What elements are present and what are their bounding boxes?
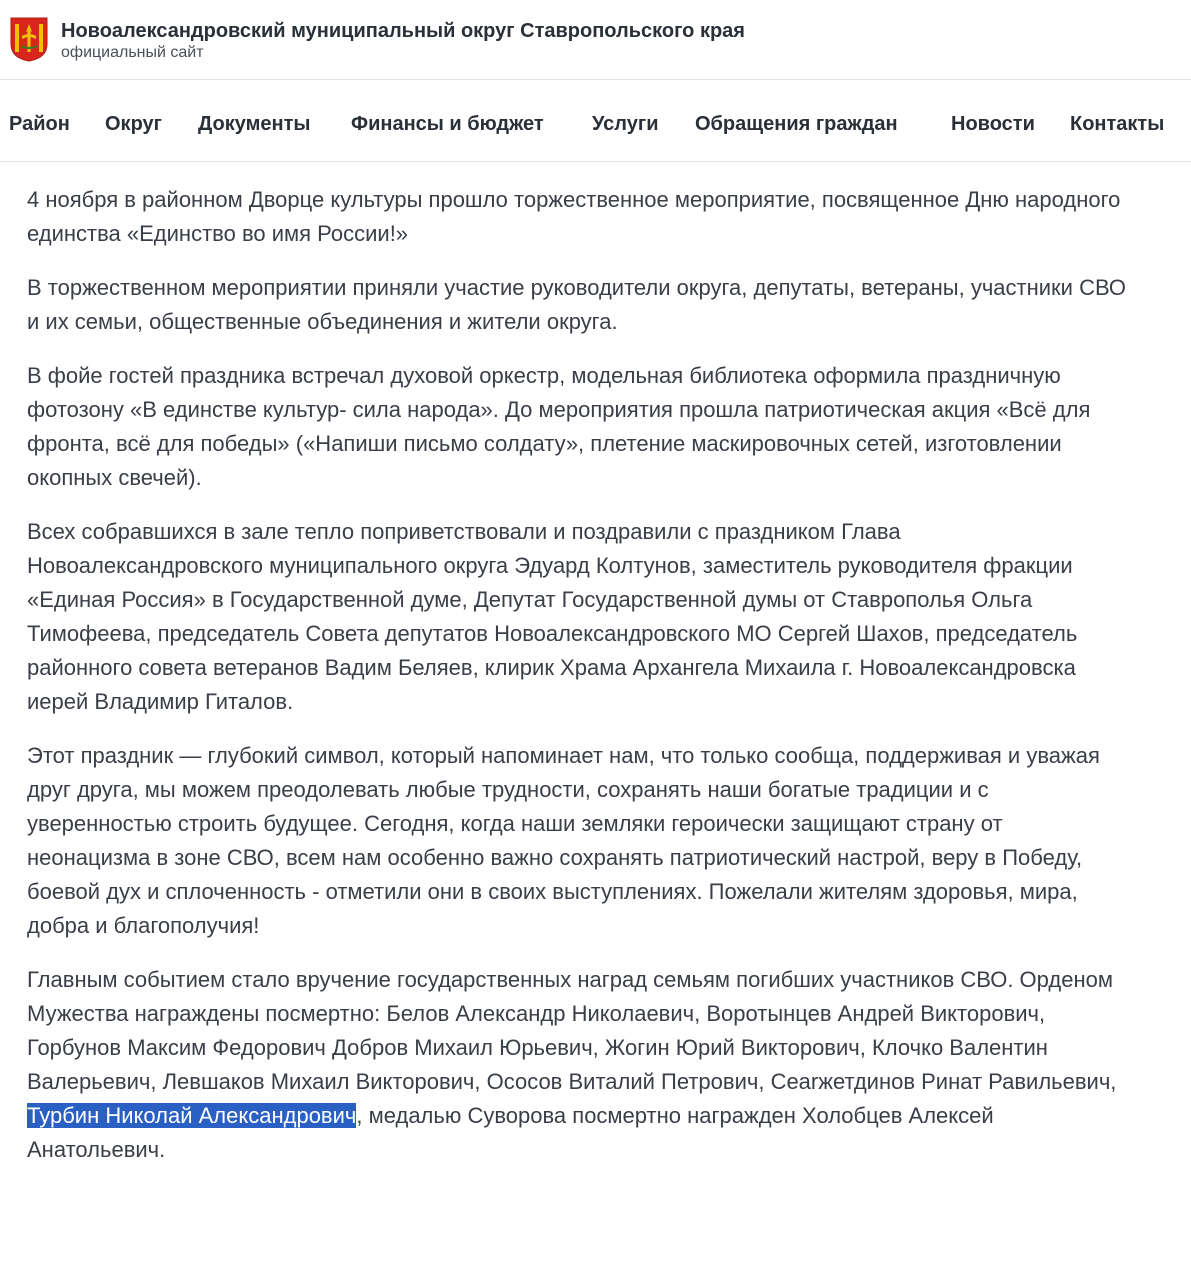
main-nav: [0, 80, 1191, 162]
article-body: [27, 183, 1127, 1187]
coat-of-arms-icon[interactable]: [9, 16, 49, 62]
nav-item-contacts[interactable]: Контакты: [1070, 113, 1165, 135]
site-subtitle: официальный сайт: [61, 44, 204, 61]
nav-item-news[interactable]: Новости: [951, 113, 1035, 135]
site-header: [0, 0, 1191, 80]
paragraph-6-text-end: , медалью Суворова посмертно награжден Холобцев Алексей Анатольевич.: [27, 1103, 994, 1162]
nav-item-okrug[interactable]: Округ: [105, 113, 162, 135]
article-paragraph-5: Этот праздник — глубокий символ, который напоминает нам, что только сообща, поддерживая и уважая друг друга, мы можем преодолевать любые трудности, сохранять наши богатые традиции и с уверенностью строить будущее. Сегодня, когда наши земляки героически защищают страну от неонацизма в зоне СВО, всем нам особенно важно сохранять патриотический настрой, веру в Победу, боевой дух и сплоченность - отметили они в своих выступлениях. Пожелали жителям здоровья, мира, добра и благополучия!: [27, 743, 1100, 938]
nav-item-documents[interactable]: Документы: [198, 113, 311, 135]
nav-item-services[interactable]: Услуги: [592, 113, 659, 135]
article-paragraph-6: [27, 963, 1127, 1167]
site-title[interactable]: Новоалександровский муниципальный округ Ставропольского края: [61, 20, 745, 42]
nav-item-finance[interactable]: Финансы и бюджет: [351, 113, 544, 135]
paragraph-6-text-start: Главным событием стало вручение государственных наград семьям погибших участников СВО. Орденом Мужества награждены посмертно: Белов Александр Николаевич, Воротынцев Андрей Викторович, Горбунов Максим Федорович Добров Михаил Юрьевич, Жогин Юрий Викторович, Клочко Валентин Валерьевич, Левшаков Михаил Викторович, Ососов Виталий Петрович, Сеarжетдинов Ринат Равильевич,: [27, 967, 1117, 1094]
article-paragraph-4: Всех собравшихся в зале тепло поприветствовали и поздравили с праздником Глава Новоалександровского муниципального округа Эдуард Колтунов, заместитель руководителя фракции «Единая Россия» в Государственной думе, Депутат Государственной думы от Ставрополья Ольга Тимофеева, председатель Совета депутатов Новоалександровского МО Сергей Шахов, председатель районного совета ветеранов Вадим Беляев, клирик Храма Архангела Михаила г. Новоалександровска иерей Владимир Гиталов.: [27, 519, 1078, 714]
nav-item-appeals[interactable]: Обращения граждан: [695, 113, 898, 135]
article-paragraph-1: 4 ноября в районном Дворце культуры прошло торжественное мероприятие, посвященное Дню народного единства «Единство во имя России!»: [27, 187, 1121, 246]
article-paragraph-2: В торжественном мероприятии приняли участие руководители округа, депутаты, ветераны, участники СВО и их семьи, общественные объединения и жители округа.: [27, 275, 1127, 334]
article-paragraph-3: В фойе гостей праздника встречал духовой оркестр, модельная библиотека оформила праздничную фотозону «В единстве культур- сила народа». До мероприятия прошла патриотическая акция «Всё для фронта, всё для победы» («Напиши письмо солдату», плетение маскировочных сетей, изготовлении окопных свечей).: [27, 363, 1091, 490]
selected-text[interactable]: Турбин Николай Александрович: [27, 1103, 357, 1128]
nav-item-raion[interactable]: Район: [9, 113, 70, 135]
